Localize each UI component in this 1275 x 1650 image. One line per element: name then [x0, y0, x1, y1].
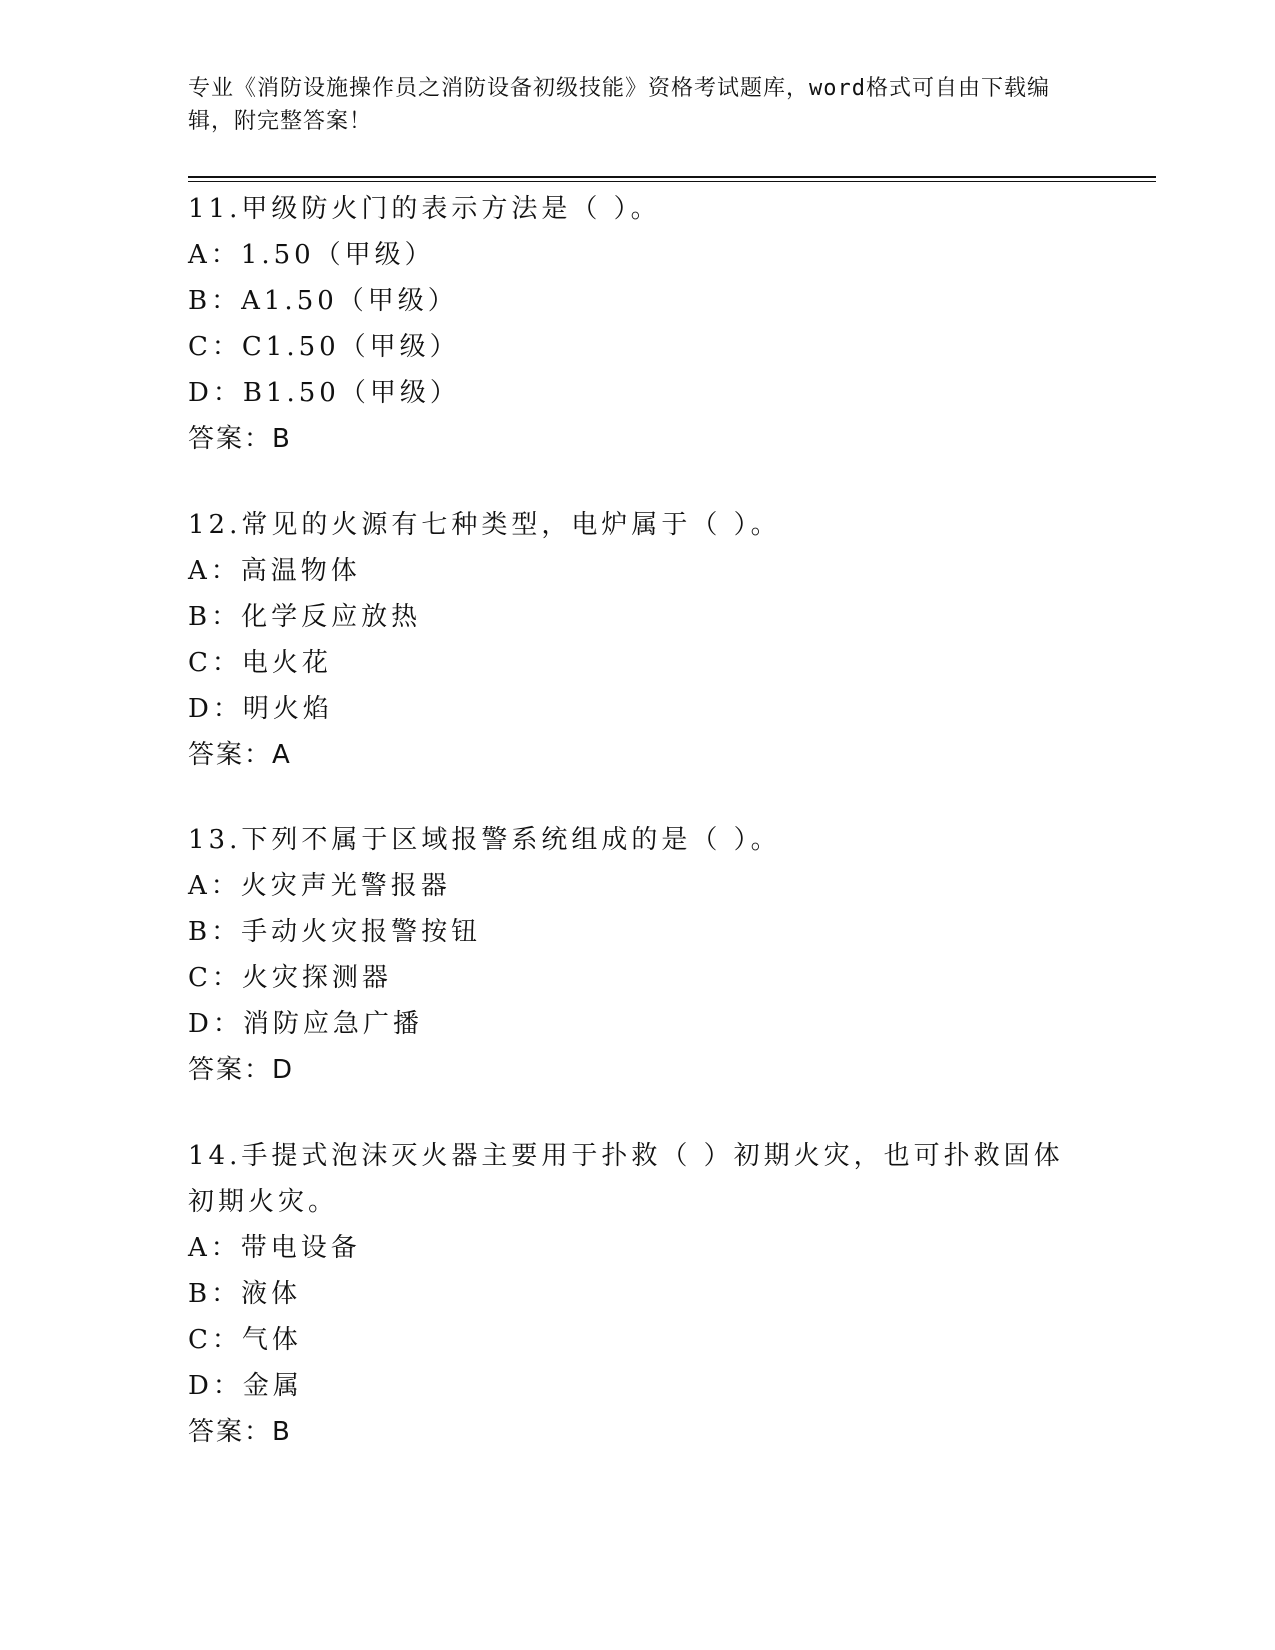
header-divider-thick	[188, 176, 1156, 178]
answer: 答案：D	[188, 1055, 295, 1085]
question-stem: 12.常见的火源有七种类型，电炉属于（ ）。	[188, 510, 781, 540]
answer: 答案：B	[188, 1417, 292, 1447]
option-b: B：化学反应放热	[188, 602, 422, 632]
question-11	[188, 186, 1088, 462]
option-b: B：手动火灾报警按钮	[188, 917, 482, 947]
question-14	[188, 1133, 1088, 1455]
question-12	[188, 502, 1088, 778]
option-d: D：消防应急广播	[188, 1009, 423, 1039]
option-a: A：高温物体	[188, 556, 361, 586]
option-d: D：明火焰	[188, 694, 333, 724]
option-d: D：金属	[188, 1371, 303, 1401]
answer: 答案：A	[188, 740, 292, 770]
question-stem: 11.甲级防火门的表示方法是（ ）。	[188, 194, 661, 224]
question-stem: 13.下列不属于区域报警系统组成的是（ ）。	[188, 825, 781, 855]
option-a: A：带电设备	[188, 1233, 361, 1263]
option-a: A：火灾声光警报器	[188, 871, 451, 901]
question-13	[188, 817, 1088, 1093]
option-d: D：B1.50（甲级）	[188, 378, 460, 408]
option-a: A：1.50（甲级）	[188, 240, 435, 270]
option-b: B：液体	[188, 1279, 302, 1309]
option-c: C：火灾探测器	[188, 963, 392, 993]
answer: 答案：B	[188, 424, 292, 454]
option-b: B：A1.50（甲级）	[188, 286, 458, 316]
header-divider-thin	[188, 181, 1156, 182]
option-c: C：C1.50（甲级）	[188, 332, 460, 362]
document-header: 专业《消防设施操作员之消防设备初级技能》资格考试题库，word格式可自由下载编辑，附完整答案！	[188, 76, 1050, 134]
question-stem: 14.手提式泡沫灭火器主要用于扑救（ ）初期火灾，也可扑救固体初期火灾。	[188, 1141, 1064, 1217]
option-c: C：气体	[188, 1325, 302, 1355]
option-c: C：电火花	[188, 648, 332, 678]
